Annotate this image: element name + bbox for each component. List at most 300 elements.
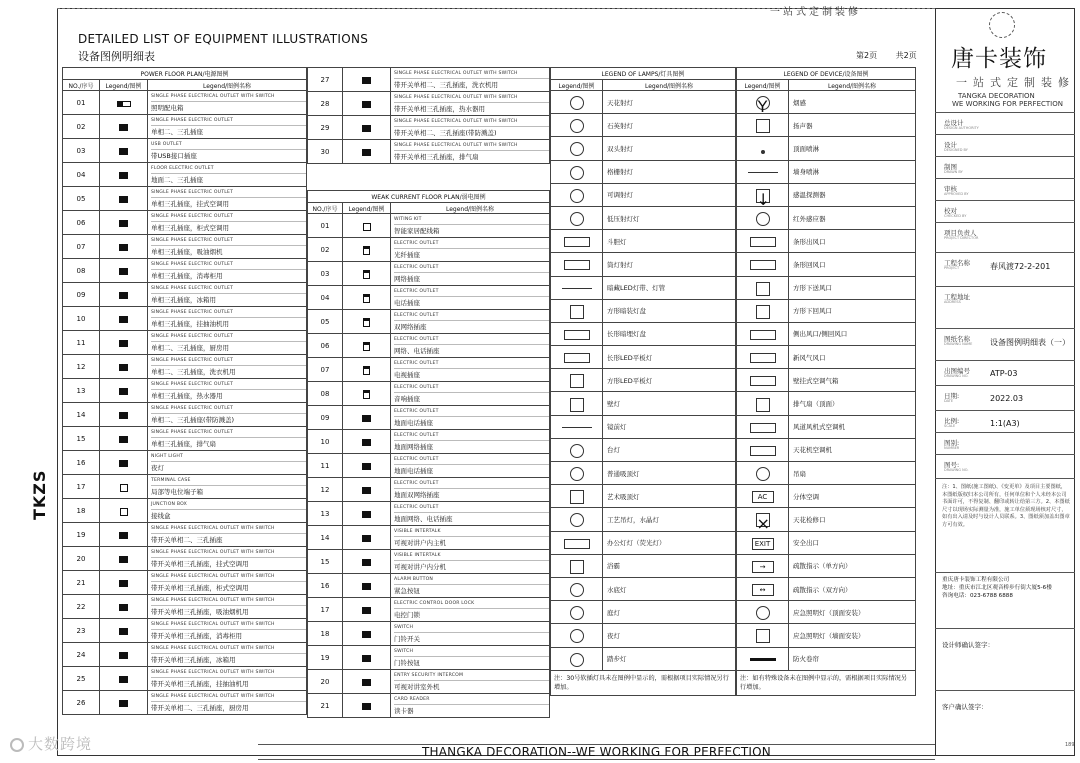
- table-row: [63, 595, 307, 619]
- description-cn: 电视插座: [394, 371, 420, 379]
- title-block-row: [935, 222, 1075, 223]
- row-number: 21: [63, 571, 100, 595]
- row-description: [391, 622, 550, 646]
- row-symbol: [343, 550, 391, 574]
- legend-symbol: [737, 91, 789, 114]
- floor-outlet-icon: [362, 463, 371, 470]
- col-name: Legend/图例名称: [148, 80, 307, 91]
- field-label-en: DRAWING NAME: [944, 342, 973, 346]
- legend-symbol: [737, 531, 789, 554]
- legend-symbol: [737, 508, 789, 531]
- junction-box-icon: [120, 508, 128, 516]
- description-cn: 带开关单相三孔插座，挂抽油机用: [151, 680, 249, 688]
- row-description: [148, 379, 307, 403]
- description-cn: 单相三孔插座，消毒柜用: [151, 272, 223, 280]
- title-cn: 设备图例明细表: [78, 50, 155, 63]
- title-block-row: [935, 200, 1075, 201]
- row-number: 28: [308, 92, 343, 116]
- company-info: [942, 576, 1070, 600]
- row-number: 08: [63, 259, 100, 283]
- title-block-row: [935, 572, 1075, 573]
- company-name: 重庆唐卡装饰工程有限公司: [942, 577, 1010, 583]
- field-value: 1:1(A3): [990, 419, 1020, 428]
- row-symbol: [100, 115, 148, 139]
- legend-name: 工艺吊灯，水晶灯: [603, 508, 736, 531]
- legend-symbol: [551, 114, 603, 137]
- title-block-note: 注：1、图纸(施工图纸)、《变更单》及项目主要图纸，本图纸版权归本公司所有，任何单位和个人未经本公司书面许可，不得复制、翻印或转让给第三方。2、本图纸尺寸以现场实际测量为准，施工单位须现场核对尺寸，如有出入请及时与设计人员联系。3、图纸须加盖出图章方可有效。: [942, 484, 1070, 528]
- title-block-row: [935, 328, 1075, 329]
- legend-symbol: [551, 183, 603, 206]
- table-row: [308, 358, 550, 382]
- legend-symbol: [737, 577, 789, 600]
- field-label: 图别:: [944, 439, 960, 447]
- description-en: NIGHT LIGHT: [151, 451, 306, 462]
- legend-name: 条形出风口: [789, 230, 916, 253]
- row-description: [391, 574, 550, 598]
- field-value: 春风渡72-2-201: [990, 262, 1051, 271]
- field-label: 设计: [944, 141, 957, 149]
- ceiling-ac-icon: [750, 446, 776, 456]
- row-number: 29: [308, 116, 343, 140]
- field-value: ATP-03: [990, 369, 1018, 378]
- row-symbol: [343, 382, 391, 406]
- row-symbol: [100, 523, 148, 547]
- table-row: [308, 598, 550, 622]
- night-light-icon: [119, 460, 128, 467]
- legend-row: [737, 438, 916, 461]
- description-cn: 单相二、三孔插座: [151, 128, 203, 136]
- linear-outlet-icon: [750, 237, 776, 247]
- description-en: SINGLE PHASE ELECTRICAL OUTLET WITH SWITCH: [151, 643, 306, 654]
- legend-row: [737, 415, 916, 438]
- legend-row: [551, 183, 736, 206]
- title-block-row: [935, 478, 1075, 479]
- description-en: ELECTRIC OUTLET: [394, 478, 549, 489]
- night-lamp-icon: [570, 629, 584, 643]
- legend-symbol: [737, 415, 789, 438]
- outlet-icon: [362, 101, 371, 108]
- description-cn: 带开关单相三孔插座，热水器用: [394, 105, 485, 113]
- description-en: VISIBLE INTERTALK: [394, 526, 549, 537]
- row-symbol: [343, 646, 391, 670]
- legend-symbol: [551, 346, 603, 369]
- row-description: [391, 454, 550, 478]
- row-number: 16: [63, 451, 100, 475]
- row-number: 21: [308, 694, 343, 718]
- row-symbol: [100, 163, 148, 187]
- description-en: ELECTRIC OUTLET: [394, 358, 549, 369]
- table-row: [308, 286, 550, 310]
- description-en: SINGLE PHASE ELECTRICAL OUTLET WITH SWITCH: [151, 571, 306, 582]
- row-description: [391, 430, 550, 454]
- legend-name: 石英射灯: [603, 114, 736, 137]
- description-cn: 单相三孔插座，吸油烟机: [151, 248, 223, 256]
- table-row: [63, 451, 307, 475]
- row-number: 19: [63, 523, 100, 547]
- row-number: 06: [63, 211, 100, 235]
- legend-symbol: [551, 206, 603, 229]
- table-row: [308, 670, 550, 694]
- row-symbol: [100, 475, 148, 499]
- row-number: 05: [308, 310, 343, 334]
- row-number: 24: [63, 643, 100, 667]
- table-row: [63, 667, 307, 691]
- field-label-en: DATE: [944, 399, 954, 403]
- row-number: 20: [308, 670, 343, 694]
- legend-row: [551, 253, 736, 276]
- table-row: [63, 499, 307, 523]
- weak-current-table: [307, 190, 550, 718]
- legend-symbol: [551, 369, 603, 392]
- description-cn: 单相三孔插座，挂式空调用: [151, 200, 229, 208]
- legend-symbol: [737, 206, 789, 229]
- outlet-icon: [119, 412, 128, 419]
- description-cn: 单相三孔插座，热水器用: [151, 392, 223, 400]
- legend-row: [551, 276, 736, 299]
- title-block-row: [935, 252, 1075, 253]
- legend-symbol: [551, 531, 603, 554]
- legend-name: 扬声器: [789, 114, 916, 137]
- table-row: [308, 382, 550, 406]
- row-description: [148, 451, 307, 475]
- description-cn: 夜灯: [151, 464, 164, 472]
- field-label-en: ADDRESS: [944, 300, 961, 304]
- table-row: [63, 91, 307, 115]
- row-number: 10: [63, 307, 100, 331]
- col-symbol: Legend/图例: [343, 203, 391, 214]
- phone-outlet-icon: [363, 294, 370, 303]
- row-description: [148, 187, 307, 211]
- description-en: ELECTRIC OUTLET: [394, 454, 549, 465]
- legend-name: 格栅射灯: [603, 160, 736, 183]
- row-number: 27: [308, 68, 343, 92]
- side-label: TKZS: [30, 469, 49, 520]
- table-row: [308, 310, 550, 334]
- legend-name: 台灯: [603, 438, 736, 461]
- legend-row: [737, 276, 916, 299]
- legend-row: [737, 601, 916, 624]
- row-description: [391, 286, 550, 310]
- legend-name: 办公灯灯（荧光灯）: [603, 531, 736, 554]
- description-en: SINGLE PHASE ELECTRIC OUTLET: [151, 403, 306, 414]
- row-number: 03: [308, 262, 343, 286]
- outlet-icon: [362, 77, 371, 84]
- row-description: [148, 211, 307, 235]
- lamps-table-title: LEGEND OF LAMPS/灯具图例: [551, 68, 736, 80]
- field-label: 比例:: [944, 417, 960, 425]
- legend-name: 天花射灯: [603, 91, 736, 114]
- row-number: 19: [308, 646, 343, 670]
- row-number: 18: [63, 499, 100, 523]
- description-en: SINGLE PHASE ELECTRICAL OUTLET WITH SWITCH: [151, 523, 306, 534]
- evacuation-double-icon: ↔: [752, 584, 774, 596]
- title-block-row: [935, 156, 1075, 157]
- power-table: [62, 67, 307, 715]
- legend-name: 风道风机式空调机: [789, 415, 916, 438]
- description-en: WITING KIT: [394, 214, 549, 225]
- title-block-row: [935, 178, 1075, 179]
- table-row: [63, 235, 307, 259]
- row-symbol: [343, 694, 391, 718]
- legend-name: 红外感应器: [789, 206, 916, 229]
- title-block-row: [935, 286, 1075, 287]
- led-panel-icon: [564, 353, 590, 363]
- field-value: 2022.03: [990, 394, 1024, 403]
- fiber-outlet-icon: [363, 246, 370, 255]
- description-cn: 单相三孔插座，排气扇: [151, 440, 216, 448]
- description-cn: 单相三孔插座，冰箱用: [151, 296, 216, 304]
- underwater-lamp-icon: [570, 583, 584, 597]
- square-panel-icon: [570, 305, 584, 319]
- square-supply-icon: [756, 282, 770, 296]
- card-reader-icon: [362, 703, 371, 710]
- legend-symbol: [737, 647, 789, 670]
- ac-outlet-icon: [119, 196, 128, 203]
- description-cn: 带开关单相二、三孔插座，洗衣机用: [394, 81, 498, 89]
- legend-name: 暗藏LED灯带、灯管: [603, 276, 736, 299]
- description-cn: 带开关单相三孔插座，消毒柜用: [151, 632, 242, 640]
- description-cn: 地面网络、电话插座: [394, 515, 453, 523]
- row-symbol: [100, 259, 148, 283]
- row-symbol: [343, 214, 391, 238]
- row-description: [148, 619, 307, 643]
- legend-name: 双头射灯: [603, 137, 736, 160]
- row-symbol: [100, 667, 148, 691]
- row-number: 17: [308, 598, 343, 622]
- legend-name: 水底灯: [603, 577, 736, 600]
- row-symbol: [100, 91, 148, 115]
- table-row: [63, 163, 307, 187]
- col-name: Legend/图例名称: [391, 203, 550, 214]
- table-row: [308, 116, 550, 140]
- table-row: [63, 283, 307, 307]
- row-description: [148, 235, 307, 259]
- row-number: 07: [308, 358, 343, 382]
- row-number: 11: [63, 331, 100, 355]
- row-description: [391, 238, 550, 262]
- row-symbol: [100, 595, 148, 619]
- description-en: ELECTRIC OUTLET: [394, 502, 549, 513]
- legend-name: 防火卷帘: [789, 647, 916, 670]
- row-symbol: [343, 92, 391, 116]
- description-en: ELECTRIC OUTLET: [394, 334, 549, 345]
- row-symbol: [343, 406, 391, 430]
- col-symbol: Legend/图例: [737, 80, 789, 91]
- floor-outlet-icon: [362, 511, 371, 518]
- row-number: 08: [308, 382, 343, 406]
- row-description: [148, 259, 307, 283]
- outdoor-intercom-icon: [362, 679, 371, 686]
- col-name: Legend/图例名称: [603, 80, 736, 91]
- grille-lamp-icon: [564, 237, 590, 247]
- legend-symbol: [737, 554, 789, 577]
- row-symbol: [343, 238, 391, 262]
- title-block-row: [935, 112, 1075, 113]
- table-row: [63, 331, 307, 355]
- low-voltage-spotlight-icon: [570, 212, 584, 226]
- distribution-box-icon: [117, 101, 131, 107]
- watermark: [10, 733, 92, 754]
- table-row: [308, 550, 550, 574]
- step-lamp-icon: [570, 653, 584, 667]
- col-symbol: Legend/图例: [551, 80, 603, 91]
- legend-row: [551, 554, 736, 577]
- description-cn: 地面二、三孔插座: [151, 176, 203, 184]
- row-description: [148, 403, 307, 427]
- legend-row: [737, 322, 916, 345]
- page-total: 共2页: [895, 51, 917, 60]
- description-cn: 带开关单相三孔插座，冰箱用: [151, 656, 236, 664]
- description-cn: 可视对讲户内主机: [394, 539, 446, 547]
- wall-lamp-icon: [570, 398, 584, 412]
- row-number: 01: [63, 91, 100, 115]
- description-cn: 带USB接口插座: [151, 152, 197, 160]
- floor-outlet-icon: [362, 439, 371, 446]
- row-number: 23: [63, 619, 100, 643]
- description-en: SINGLE PHASE ELECTRIC OUTLET: [151, 115, 306, 126]
- row-description: [148, 355, 307, 379]
- row-description: [391, 116, 550, 140]
- legend-symbol: [737, 346, 789, 369]
- legend-symbol: [737, 276, 789, 299]
- duct-ac-icon: [750, 423, 776, 433]
- outlet-icon: [119, 556, 128, 563]
- legend-row: [551, 206, 736, 229]
- legend-row: [737, 508, 916, 531]
- outlet-icon: [119, 268, 128, 275]
- legend-name: 新风气风口: [789, 346, 916, 369]
- evacuation-single-icon: →: [752, 561, 774, 573]
- description-en: SINGLE PHASE ELECTRICAL OUTLET WITH SWITCH: [151, 547, 306, 558]
- legend-name: 吊扇: [789, 462, 916, 485]
- description-en: SINGLE PHASE ELECTRICAL OUTLET WITH SWITCH: [151, 595, 306, 606]
- row-description: [391, 140, 550, 164]
- legend-name: 排气扇（顶面）: [789, 392, 916, 415]
- title-block-row: [935, 134, 1075, 135]
- heat-detector-icon: ↓: [756, 189, 770, 207]
- description-en: SINGLE PHASE ELECTRIC OUTLET: [151, 211, 306, 222]
- description-en: CARD READER: [394, 694, 549, 705]
- legend-name: 方形下送风口: [789, 276, 916, 299]
- table-row: [308, 454, 550, 478]
- power-table-title: POWER FLOOR PLAN/电源图例: [63, 68, 307, 80]
- legend-symbol: [551, 299, 603, 322]
- field-label-en: CHECKED BY: [944, 214, 967, 218]
- description-cn: 带开关单相二、三孔插座: [151, 536, 223, 544]
- row-number: 14: [308, 526, 343, 550]
- row-description: [391, 478, 550, 502]
- legend-name: 墙身喷淋: [789, 160, 916, 183]
- side-vent-icon: [750, 330, 776, 340]
- field-label-en: SCALE: [944, 424, 956, 428]
- field-label-en: DRAWING NO.: [944, 468, 969, 472]
- row-symbol: [100, 691, 148, 715]
- outlet-icon: [119, 292, 128, 299]
- outlet-icon: [119, 604, 128, 611]
- row-number: 18: [308, 622, 343, 646]
- legend-row: [551, 601, 736, 624]
- description-en: SINGLE PHASE ELECTRIC OUTLET: [151, 307, 306, 318]
- table-row: [63, 643, 307, 667]
- description-cn: 接线盒: [151, 512, 171, 520]
- row-symbol: [100, 307, 148, 331]
- row-symbol: [343, 526, 391, 550]
- speaker-icon: [756, 119, 770, 133]
- row-symbol: [100, 619, 148, 643]
- company-tel: 咨询电话：023-6788 6888: [942, 593, 1013, 599]
- legend-row: [551, 346, 736, 369]
- row-number: 02: [308, 238, 343, 262]
- fire-shutter-icon: [750, 658, 776, 661]
- legend-symbol: [551, 438, 603, 461]
- description-cn: 带开关单相三孔插座，吸油烟机用: [151, 608, 249, 616]
- lotus-logo-icon: [989, 12, 1015, 38]
- row-symbol: [343, 310, 391, 334]
- row-description: [391, 646, 550, 670]
- legend-row: [551, 114, 736, 137]
- row-number: 20: [63, 547, 100, 571]
- row-number: 10: [308, 430, 343, 454]
- legend-row: [551, 531, 736, 554]
- description-en: SINGLE PHASE ELECTRICAL OUTLET WITH SWITCH: [151, 691, 306, 702]
- row-symbol: [100, 451, 148, 475]
- row-description: [391, 382, 550, 406]
- row-number: 09: [63, 283, 100, 307]
- client-sign-label: 客户确认签字：: [942, 703, 988, 711]
- network-outlet-icon: [363, 342, 370, 351]
- table-row: [308, 430, 550, 454]
- square-led-icon: [570, 374, 584, 388]
- emergency-ceiling-icon: [756, 606, 770, 620]
- adjustable-spotlight-icon: [570, 189, 584, 203]
- table-row: [63, 211, 307, 235]
- network-outlet-icon: [363, 270, 370, 279]
- row-description: [391, 92, 550, 116]
- row-description: [148, 475, 307, 499]
- outlet-icon: [119, 244, 128, 251]
- intercom-icon: [362, 535, 371, 542]
- row-description: [148, 163, 307, 187]
- row-description: [391, 598, 550, 622]
- legend-name: 方形下回风口: [789, 299, 916, 322]
- legend-symbol: [737, 137, 789, 160]
- description-en: SINGLE PHASE ELECTRICAL OUTLET WITH SWITCH: [151, 667, 306, 678]
- row-number: 03: [63, 139, 100, 163]
- row-symbol: [343, 334, 391, 358]
- row-description: [391, 68, 550, 92]
- row-description: [391, 406, 550, 430]
- row-description: [148, 523, 307, 547]
- description-cn: 带开关单相三孔插座，挂式空调用: [151, 560, 249, 568]
- legend-name: 普通吸顶灯: [603, 462, 736, 485]
- legend-name: 方形LED平板灯: [603, 369, 736, 392]
- description-cn: 带开关单相三孔插座，柜式空调用: [151, 584, 249, 592]
- row-number: 25: [63, 667, 100, 691]
- outlet-icon: [119, 580, 128, 587]
- title-en: DETAILED LIST OF EQUIPMENT ILLUSTRATIONS: [78, 32, 369, 46]
- footer-slogan: THANGKA DECORATION--WE WORKING FOR PERFECTION: [258, 744, 935, 760]
- intercom-icon: [362, 559, 371, 566]
- row-number: 01: [308, 214, 343, 238]
- legend-symbol: [737, 485, 789, 508]
- legend-row: [551, 91, 736, 114]
- row-symbol: [343, 286, 391, 310]
- doorbell-switch-icon: [362, 631, 371, 638]
- table-row: [308, 214, 550, 238]
- row-symbol: [343, 574, 391, 598]
- row-number: 16: [308, 574, 343, 598]
- legend-row: [737, 554, 916, 577]
